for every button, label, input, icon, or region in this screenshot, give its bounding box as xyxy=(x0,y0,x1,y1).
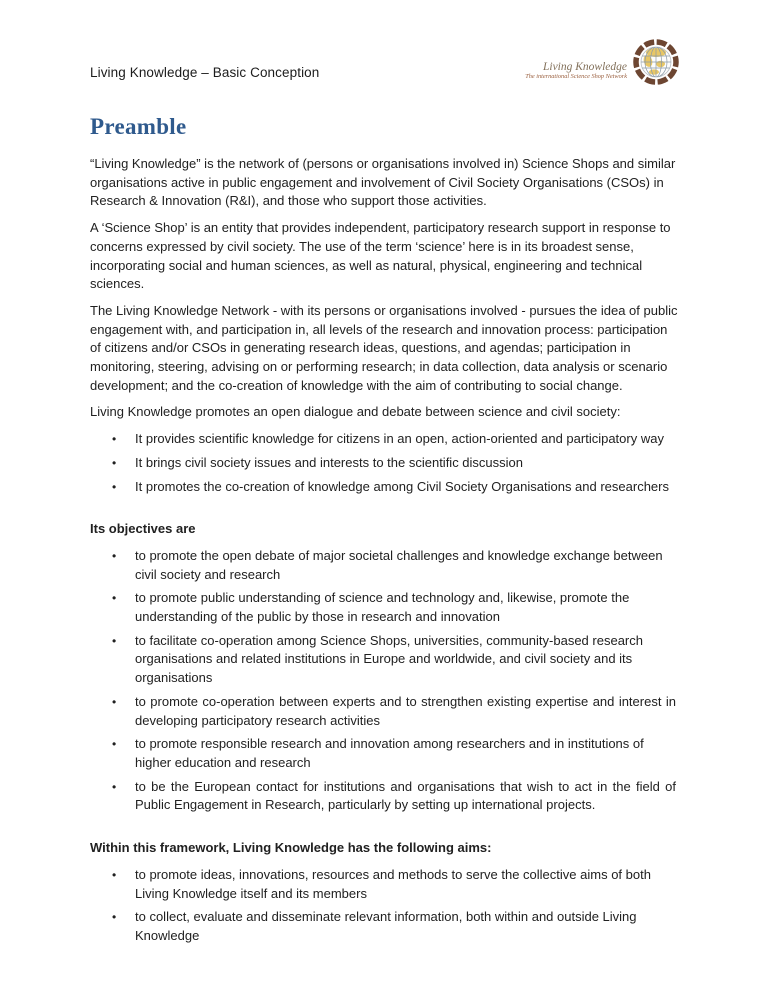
list-item xyxy=(90,478,680,497)
list-item-text: to facilitate co-operation among Science Shops, universities, community-based research organisations and related institutions in Europe and worldwide, and civil society and its organisations xyxy=(135,632,643,686)
list-item-text: to be the European contact for institutions and organisations that wish to act in the field of Public Engagement in Research, particularly by setting up international projects. xyxy=(135,778,676,813)
list-item xyxy=(90,693,680,730)
bullet-icon: • xyxy=(112,779,117,794)
list-item xyxy=(90,908,680,945)
document-body xyxy=(90,155,680,946)
list-item-text: to promote the open debate of major societal challenges and knowledge exchange between civil society and research xyxy=(135,547,663,582)
globe-icon xyxy=(632,38,680,86)
objectives-heading: Its objectives are xyxy=(90,521,196,537)
list-item xyxy=(90,778,680,815)
logo-text-block xyxy=(525,61,627,81)
living-knowledge-logo xyxy=(525,38,680,86)
bullet-icon: • xyxy=(112,633,117,648)
bullet-icon: • xyxy=(112,867,117,882)
dialogue-bullet-list xyxy=(90,430,680,496)
document-header xyxy=(90,38,680,86)
aims-bullet-list xyxy=(90,866,680,946)
paragraph-network-idea: The Living Knowledge Network - with its persons or organisations involved - pursues the idea of public engagement with, and participation in, all levels of the research and innovation process: participation of citizens and/or CSOs in generating research ideas, questions, and agendas; participation in monitoring, steering, advising on or performing research; in data collection, data analysis or scenario development; and the co-creation of knowledge with the aim of contributing to social change. xyxy=(90,302,678,393)
bullet-icon: • xyxy=(112,548,117,563)
list-item xyxy=(90,589,680,626)
paragraph-science-shop-definition: A ‘Science Shop’ is an entity that provides independent, participatory research support in response to concerns expressed by civil society. The use of the term ‘science’ here is in its broadest sense, incorporating social and human sciences, as well as natural, physical, engineering and technical sciences. xyxy=(90,220,671,292)
bullet-icon: • xyxy=(112,479,117,494)
bullet-icon: • xyxy=(112,694,117,709)
aims-heading: Within this framework, Living Knowledge has the following aims: xyxy=(90,840,492,856)
list-item xyxy=(90,735,680,772)
list-item xyxy=(90,866,680,903)
list-item-text: to collect, evaluate and disseminate relevant information, both within and outside Living Knowledge xyxy=(135,909,637,943)
header-title: Living Knowledge – Basic Conception xyxy=(90,65,320,80)
paragraph-network-definition: “Living Knowledge” is the network of (persons or organisations involved in) Science Shops and similar organisations active in public engagement and involvement of Civil Society Organisations (CSOs) in Research & Innovation (R&I), and those who support those activities. xyxy=(90,156,676,209)
paragraph-dialogue-intro: Living Knowledge promotes an open dialogue and debate between science and civil society: xyxy=(90,404,621,420)
bullet-icon: • xyxy=(112,432,117,447)
list-item-text: It promotes the co-creation of knowledge among Civil Society Organisations and researchers xyxy=(135,478,669,494)
logo-name: Living Knowledge xyxy=(542,61,627,74)
bullet-icon: • xyxy=(112,591,117,606)
list-item xyxy=(90,454,680,473)
list-item-text: to promote responsible research and innovation among researchers and in institutions of higher education and research xyxy=(135,736,644,770)
bullet-icon: • xyxy=(112,455,117,470)
bullet-icon: • xyxy=(112,910,117,925)
list-item xyxy=(90,430,680,449)
list-item-text: to promote ideas, innovations, resources and methods to serve the collective aims of both Living Knowledge itself and its members xyxy=(135,866,651,901)
objectives-bullet-list xyxy=(90,547,680,815)
list-item xyxy=(90,547,680,584)
list-item xyxy=(90,632,680,688)
page-title: Preamble xyxy=(90,114,187,139)
list-item-text: to promote co-operation between experts and to strengthen existing expertise and interest in developing participatory research activities xyxy=(135,693,676,728)
list-item-text: It provides scientific knowledge for citizens in an open, action-oriented and participatory way xyxy=(135,431,664,447)
list-item-text: to promote public understanding of science and technology and, likewise, promote the understanding of the public by those in research and innovation xyxy=(135,590,630,625)
logo-tagline: The international Science Shop Network xyxy=(525,72,627,80)
list-item-text: It brings civil society issues and interests to the scientific discussion xyxy=(135,454,524,470)
bullet-icon: • xyxy=(112,737,117,752)
